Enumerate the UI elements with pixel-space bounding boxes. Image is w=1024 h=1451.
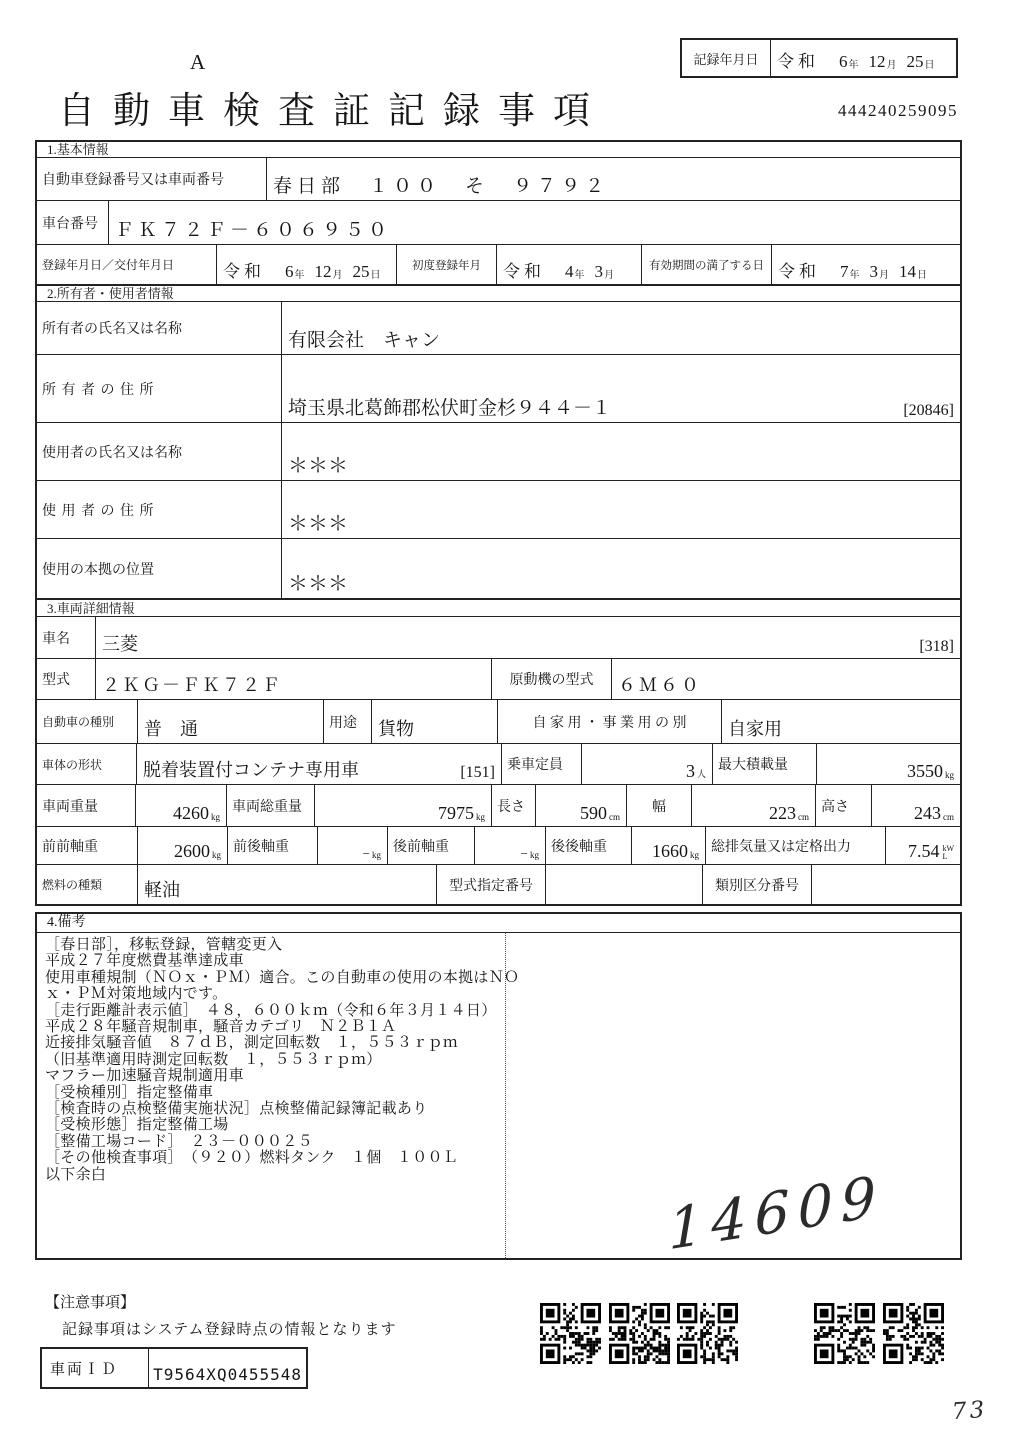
remark-line: ［整備工場コード］ ２３－０００２５ bbox=[45, 1133, 313, 1150]
qr-code-4 bbox=[814, 1303, 875, 1364]
vehicle-kind-label: 自動車の種別 bbox=[37, 700, 138, 743]
rear-rear-axle-value: 1660 kg bbox=[632, 827, 706, 864]
max-load-label: 最大積載量 bbox=[713, 744, 817, 784]
remark-line: ［春日部］，移転登録，管轄変更入 bbox=[45, 937, 283, 953]
owner-name-value: 有限会社 キャン bbox=[288, 330, 441, 351]
qr-code-1 bbox=[540, 1303, 601, 1364]
vehicle-kind-value: 普 通 bbox=[138, 700, 324, 743]
expiry-date-value: 令和 7 年 3 月 14 日 bbox=[778, 262, 927, 281]
car-name-value: 三菱 [318] bbox=[102, 634, 954, 655]
engine-model-value: ６Ｍ６０ bbox=[618, 675, 702, 695]
section2-title: 2.所有者・使用者情報 bbox=[47, 286, 174, 301]
user-name-value: ＊＊＊ bbox=[288, 455, 348, 477]
type-designation-label: 型式指定番号 bbox=[437, 865, 546, 904]
model-value: ２ＫＧ－ＦＫ７２Ｆ bbox=[96, 659, 492, 699]
owner-address-value: 埼玉県北葛飾郡松伏町金杉９４４－１ [20846] bbox=[288, 398, 954, 419]
private-business-label: 自 家 用 ・ 事 業 用 の 別 bbox=[498, 700, 722, 743]
front-front-axle-value: 2600 kg bbox=[138, 827, 228, 864]
corner-mark: A bbox=[190, 50, 206, 74]
first-registration-label: 初度登録年月 bbox=[397, 245, 497, 284]
qr-code-5 bbox=[883, 1303, 944, 1364]
remark-line: 近接排気騒音値 ８７ｄＢ，測定回転数 １，５５３ｒｐｍ bbox=[45, 1035, 459, 1052]
owner-address-label: 所 有 者 の 住 所 bbox=[37, 355, 282, 422]
remark-line: ｘ・ＰＭ対策地域内です。 bbox=[45, 986, 228, 1003]
model-row bbox=[37, 658, 960, 699]
user-name-row bbox=[37, 422, 960, 480]
registration-number-row bbox=[37, 157, 960, 200]
notice-title: 【注意事項】 bbox=[45, 1295, 136, 1311]
document-number: 444240259095 bbox=[838, 101, 958, 120]
remark-line: 以下余白 bbox=[45, 1166, 107, 1183]
user-address-value: ＊＊＊ bbox=[288, 513, 348, 535]
remarks-divider bbox=[505, 933, 506, 1258]
registration-date-label: 登録年月日／交付年月日 bbox=[37, 245, 217, 284]
owner-address-row bbox=[37, 354, 960, 422]
remark-line: 平成２８年騒音規制車，騒音カテゴリ Ｎ２Ｂ１Ａ bbox=[45, 1019, 397, 1036]
page-title: 自動車検査証記録事項 bbox=[58, 91, 608, 132]
base-location-row bbox=[37, 538, 960, 598]
registration-date-value: 令和 6 年 12 月 25 日 bbox=[217, 245, 397, 284]
height-value: 243 cm bbox=[914, 803, 954, 823]
body-shape-value: 脱着装置付コンテナ専用車 [151] bbox=[137, 744, 502, 784]
car-name-code: [318] bbox=[919, 638, 954, 655]
chassis-number-row bbox=[37, 200, 960, 244]
displacement-units: kW L bbox=[942, 844, 954, 861]
user-address-label: 使 用 者 の 住 所 bbox=[37, 481, 282, 538]
dates-row bbox=[37, 244, 960, 284]
front-front-axle-label: 前前軸重 bbox=[37, 827, 138, 864]
remarks-box bbox=[37, 932, 960, 1264]
remark-line: ［その他検査事項］ （９２０）燃料タンク １個 １００Ｌ bbox=[45, 1150, 459, 1167]
handwritten-number: 14609 bbox=[667, 1163, 885, 1264]
section-vehicle-details bbox=[35, 598, 962, 906]
base-location-label: 使用の本拠の位置 bbox=[37, 539, 282, 598]
fuel-row bbox=[37, 864, 960, 904]
body-shape-row bbox=[37, 743, 960, 784]
fuel-value: 軽油 bbox=[138, 865, 437, 904]
chassis-number-label: 車台番号 bbox=[37, 201, 109, 244]
front-rear-axle-value: − kg bbox=[318, 827, 388, 864]
rear-front-axle-value: − kg bbox=[475, 827, 546, 864]
capacity-label: 乗車定員 bbox=[502, 744, 582, 784]
width-label: 幅 bbox=[627, 785, 692, 826]
vehicle-id-box bbox=[40, 1347, 308, 1389]
weight-dimension-row bbox=[37, 784, 960, 826]
section4-title: 4.備考 bbox=[47, 915, 86, 930]
length-label: 長さ bbox=[492, 785, 536, 826]
owner-name-row bbox=[37, 301, 960, 354]
gross-weight-value: 7975 kg bbox=[315, 785, 492, 826]
gross-weight-label: 車両総重量 bbox=[227, 785, 315, 826]
remark-line: ［受検種別］指定整備車 bbox=[45, 1084, 214, 1101]
displacement-value: 7.54 kW L bbox=[907, 841, 954, 861]
vehicle-id-value: T9564XQ0455548 bbox=[153, 1365, 302, 1384]
remark-line: （旧基準適用時測定回転数 １，５５３ｒｐｍ） bbox=[45, 1051, 382, 1068]
rear-rear-axle-label: 後後軸重 bbox=[546, 827, 632, 864]
qr-code-3 bbox=[677, 1303, 738, 1364]
fuel-label: 燃料の種類 bbox=[37, 865, 138, 904]
vehicle-id-label: 車両ＩＤ bbox=[42, 1349, 149, 1387]
model-label: 型式 bbox=[37, 659, 96, 699]
private-business-value: 自家用 bbox=[728, 719, 782, 739]
section1-title: 1.基本情報 bbox=[47, 142, 109, 157]
axle-weight-row bbox=[37, 826, 960, 864]
base-location-value: ＊＊＊ bbox=[288, 573, 348, 595]
category-number-value bbox=[812, 865, 960, 904]
owner-name-label: 所有者の氏名又は名称 bbox=[37, 302, 282, 354]
remark-line: 平成２７年度燃費基準達成車 bbox=[45, 953, 244, 970]
body-shape-label: 車体の形状 bbox=[37, 744, 137, 784]
section3-title: 3.車両詳細情報 bbox=[47, 601, 135, 616]
user-address-row bbox=[37, 480, 960, 538]
kind-use-row bbox=[37, 699, 960, 743]
width-value: 223 cm bbox=[692, 785, 816, 826]
type-designation-value bbox=[546, 865, 703, 904]
handwritten-page-number: 73 bbox=[951, 1396, 989, 1426]
displacement-label: 総排気量又は定格出力 bbox=[706, 827, 886, 864]
car-name-row bbox=[37, 616, 960, 658]
section-basic-info bbox=[35, 140, 962, 286]
remark-line: 使用車種規制（ＮＯｘ・ＰＭ）適合。この自動車の使用の本拠はＮＯ bbox=[45, 969, 520, 986]
engine-model-label: 原動機の型式 bbox=[492, 659, 612, 699]
vehicle-weight-label: 車両重量 bbox=[37, 785, 136, 826]
use-value: 貨物 bbox=[372, 700, 498, 743]
section-owner-user-info bbox=[35, 284, 962, 600]
section-remarks bbox=[35, 912, 962, 1264]
remark-line: ［受検形態］指定整備工場 bbox=[45, 1117, 229, 1134]
max-load-value: 3550 kg bbox=[907, 761, 954, 781]
body-shape-code: [151] bbox=[460, 764, 495, 781]
registration-number-value: 春日部 １００ そ ９７９２ bbox=[273, 176, 610, 197]
first-registration-value: 令和 4 年 3 月 bbox=[497, 245, 642, 284]
category-number-label: 類別区分番号 bbox=[703, 865, 812, 904]
user-name-label: 使用者の氏名又は名称 bbox=[37, 423, 282, 480]
capacity-value: 3 人 bbox=[582, 744, 713, 784]
rear-front-axle-label: 後前軸重 bbox=[388, 827, 475, 864]
remarks-text-column bbox=[37, 933, 519, 1258]
registration-number-label: 自動車登録番号又は車両番号 bbox=[37, 158, 267, 200]
expiry-date-label: 有効期間の満了する日 bbox=[642, 245, 772, 284]
length-value: 590 cm bbox=[536, 785, 627, 826]
remark-line: ［検査時の点検整備実施状況］点検整備記録簿記載あり bbox=[45, 1101, 428, 1118]
owner-address-code: [20846] bbox=[903, 402, 954, 419]
qr-code-2 bbox=[609, 1303, 670, 1364]
record-date-label: 記録年月日 bbox=[682, 40, 771, 76]
chassis-number-value: ＦＫ７２Ｆ－６０６９５０ bbox=[115, 220, 392, 241]
remark-line: ［走行距離計表示値］ ４８，６００ｋｍ（令和６年３月１４日） bbox=[45, 1002, 497, 1019]
document-body bbox=[35, 140, 962, 1264]
remark-line: マフラー加速騒音規制適用車 bbox=[45, 1068, 244, 1085]
use-label: 用途 bbox=[324, 700, 372, 743]
car-name-label: 車名 bbox=[37, 617, 96, 658]
record-date-value: 令和 6 年 12 月 25 日 bbox=[777, 52, 935, 71]
notice-text: 記録事項はシステム登録時点の情報となります bbox=[62, 1322, 397, 1338]
front-rear-axle-label: 前後軸重 bbox=[228, 827, 318, 864]
height-label: 高さ bbox=[816, 785, 872, 826]
vehicle-weight-value: 4260 kg bbox=[136, 785, 227, 826]
record-date-box bbox=[680, 38, 958, 78]
